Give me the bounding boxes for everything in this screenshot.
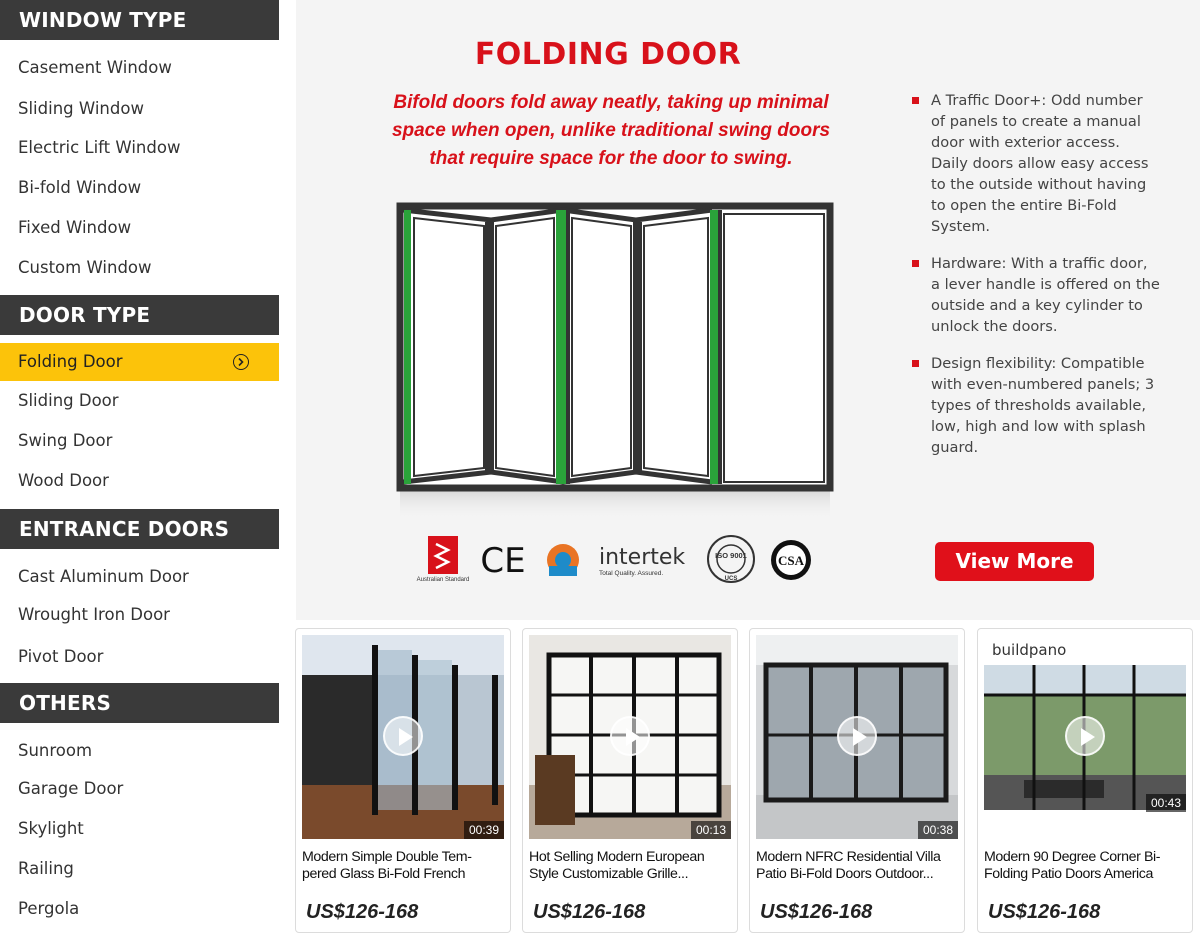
sidebar-item-sliding-door[interactable]: Sliding Door [18,391,119,410]
product-title[interactable]: Modern NFRC Residential Villa Patio Bi-Fold Doors Outdoor... [756,849,941,882]
hero-subtitle [376,89,846,173]
sidebar-item-swing-door[interactable]: Swing Door [18,431,113,450]
video-thumbnail[interactable] [756,635,958,839]
feature-item: Design flexibility: Compatible with even-numbered panels; 3 types of thresholds available, low, high and low with splash guard. [911,353,1161,458]
australian-standard-logo [416,534,470,590]
product-price: US$126-168 [760,901,873,923]
others-heading: OTHERS [0,683,279,723]
product-card[interactable] [977,628,1193,933]
video-duration: 00:43 [1146,794,1186,812]
ce-mark-logo [479,541,527,581]
window-type-heading: WINDOW TYPE [0,0,279,40]
product-title[interactable]: Modern 90 Degree Corner Bi-Folding Patio Doors America [984,849,1161,882]
buildpano-watermark: buildpano [992,641,1067,659]
play-icon[interactable] [610,716,650,756]
sidebar-item-fixed-window[interactable]: Fixed Window [18,218,132,237]
svg-text:CE: CE [480,541,526,581]
sidebar-item-electric-lift-window[interactable]: Electric Lift Window [18,138,181,157]
video-thumbnail[interactable] [302,635,504,839]
svg-text:ISO 9001: ISO 9001 [715,551,747,560]
video-thumbnail[interactable] [529,635,731,839]
sidebar-item-skylight[interactable]: Skylight [18,819,84,838]
sidebar-item-pivot-door[interactable]: Pivot Door [18,647,104,666]
product-title[interactable]: Hot Selling Modern European Style Customizable Grille... [529,849,705,882]
video-duration: 00:38 [918,821,958,839]
feature-item: Hardware: With a traffic door, a lever handle is offered on the outside and a key cylinder to unlock the doors. [911,253,1161,337]
iso-9001-logo [706,534,756,586]
sidebar-item-garage-door[interactable]: Garage Door [18,779,124,798]
feature-item: A Traffic Door+: Odd number of panels to create a manual door with exterior access. Daily doors allow easy access to the outside without having to open the entire Bi-Fold System. [911,90,1161,237]
product-card[interactable] [295,628,511,933]
product-price: US$126-168 [988,901,1101,923]
svg-text:UCS: UCS [724,576,738,582]
product-card[interactable] [522,628,738,933]
subtitle-line: Bifold doors fold away neatly, taking up minimal [393,92,829,113]
svg-text:Australian Standard: Australian Standard [416,577,470,583]
view-more-button[interactable]: View More [935,542,1094,581]
sidebar-item-railing[interactable]: Railing [18,859,74,878]
play-icon[interactable] [837,716,877,756]
svg-text:CSA: CSA [777,553,805,568]
play-icon[interactable] [1065,716,1105,756]
video-duration: 00:39 [464,821,504,839]
sidebar-item-custom-window[interactable]: Custom Window [18,258,152,277]
entrance-doors-heading: ENTRANCE DOORS [0,509,279,549]
sidebar-item-folding-door[interactable] [0,343,279,381]
svg-text:Total Quality. Assured.: Total Quality. Assured. [599,570,664,577]
subtitle-line: that require space for the door to swing. [429,148,793,169]
sidebar-item-wood-door[interactable]: Wood Door [18,471,109,490]
feature-list [911,90,1161,474]
intertek-logo [599,542,691,578]
sidebar-item-cast-aluminum-door[interactable]: Cast Aluminum Door [18,567,189,586]
product-price: US$126-168 [306,901,419,923]
video-thumbnail[interactable] [984,635,1186,839]
product-card[interactable] [749,628,965,933]
sidebar-item-pergola[interactable]: Pergola [18,899,80,918]
svg-text:intertek: intertek [599,545,686,570]
play-icon[interactable] [383,716,423,756]
energy-star-logo [545,542,581,578]
sidebar-item-wrought-iron-door[interactable]: Wrought Iron Door [18,605,170,624]
product-price: US$126-168 [533,901,646,923]
folding-door-image [396,202,836,522]
page-title: FOLDING DOOR [474,37,742,72]
subtitle-line: space when open, unlike traditional swing doors [391,120,831,141]
sidebar-item-bi-fold-window[interactable]: Bi-fold Window [18,178,142,197]
product-title[interactable]: Modern Simple Double Tem-pered Glass Bi-Fold French [302,849,472,882]
video-duration: 00:13 [691,821,731,839]
sidebar-item-label: Folding Door [18,352,123,371]
chevron-right-circle-icon [233,354,249,370]
sidebar-item-sunroom[interactable]: Sunroom [18,741,93,760]
sidebar-item-sliding-window[interactable]: Sliding Window [18,99,144,118]
hero-banner [296,0,1200,620]
csa-logo [769,538,813,582]
door-type-heading: DOOR TYPE [0,295,279,335]
sidebar-item-casement-window[interactable]: Casement Window [18,58,172,77]
sidebar [0,0,279,938]
